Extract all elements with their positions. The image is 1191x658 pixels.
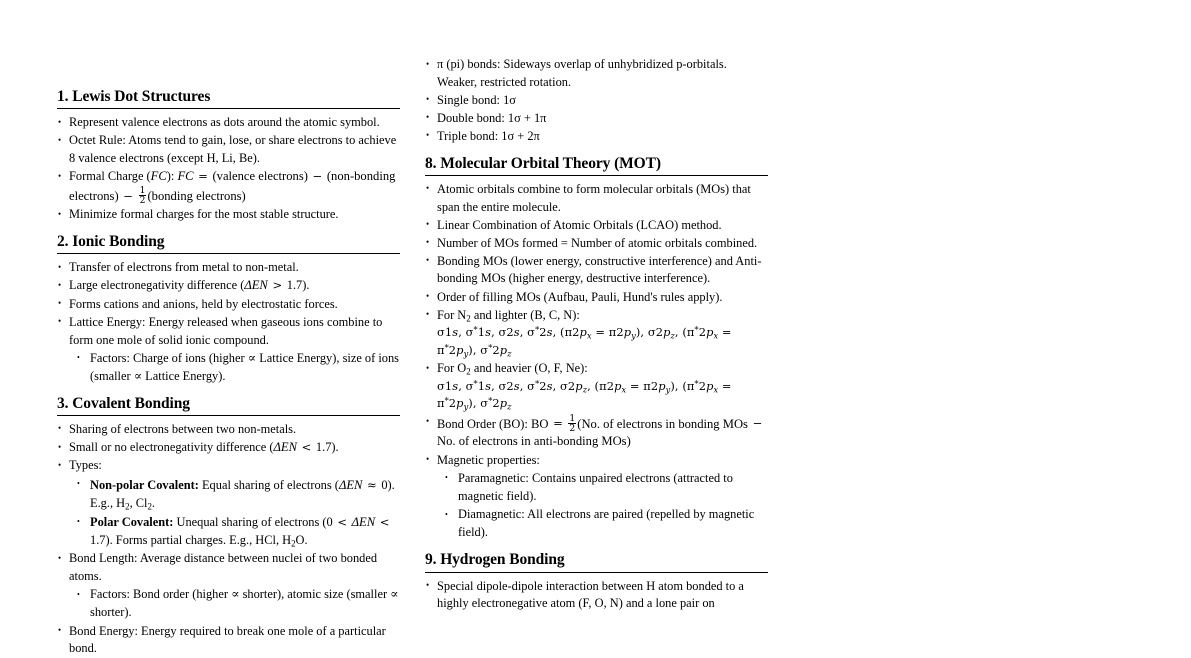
section-rule [425,175,768,176]
one-half-fraction: $\frac{1}{2}$ [139,185,146,207]
list-item: • Sharing of electrons between two non-metals. [57,421,400,439]
sub-list-item-paramagnetic: • Paramagnetic: Contains unpaired electrons (attracted to magnetic field). [444,470,768,506]
list-item: • Octet Rule: Atoms tend to gain, lose, or share electrons to achieve 8 valence electrons (except H, Li, Be). [57,132,400,167]
formal-charge-text: Formal Charge (FC): FC = (valence electrons) − (non-bonding electrons) − $\frac{1}{2}$ (bonding electrons) [69,169,396,207]
list-item-text: Magnetic properties: [437,452,540,467]
section-rule [425,572,768,573]
left-column [57,88,400,656]
section-lewis-dot-structures [57,88,400,224]
sub-list-item-nonpolar: • Non-polar Covalent: Equal sharing of electrons (ΔEN ≈ 0). E.g., $H_2$, $Cl_2$. [76,476,400,513]
list-item: • Bonding MOs (lower energy, constructive interference) and Anti-bonding MOs (higher energy, destructive interference). [425,253,768,288]
one-half-fraction: $\frac{1}{2}$ [569,412,576,434]
list-item-text: Bond Length: Average distance between nuclei of two bonded atoms. [69,551,378,584]
list-item-bond-order: • Bond Order (BO): BO = $\frac{1}{2}$ (No. of electrons in bonding MOs − No. of electrons in anti-bonding MOs) [425,414,768,452]
list-item: • Special dipole-dipole interaction between H atom bonded to a highly electronegative atom (F, O, N) and a lone pair on [425,578,768,613]
list-item: • π (pi) bonds: Sideways overlap of unhybridized p-orbitals. Weaker, restricted rotation. [425,56,768,91]
list-item: • Represent valence electrons as dots around the atomic symbol. [57,114,400,132]
list-item: • Number of MOs formed = Number of atomic orbitals combined. [425,235,768,253]
list-item-magnetic-properties [425,452,768,543]
bullet-list [57,421,400,658]
list-item-electronegativity: • Large electronegativity difference (ΔEN > 1.7). [57,277,400,295]
list-item: • Atomic orbitals combine to form molecular orbitals (MOs) that span the entire molecule. [425,181,768,216]
mo-order-formula-o2: σ1s, σ*1s, σ2s, σ*2s, $\sigma 2p_z$, $(\pi 2p_x = \pi 2p_y)$, $(\pi^*2p_x = \pi^*2p_y)$, $\sigma^*2p_z$ [437,378,732,412]
list-item: • Triple bond: 1σ + 2π [425,128,768,146]
list-item-formal-charge [57,168,400,206]
section-title: 3. Covalent Bonding [57,394,190,412]
list-item-text: Types: [69,458,102,473]
sub-bullet-list [69,586,400,622]
section-continued-bonds [425,56,768,146]
list-item-text: Lattice Energy: Energy released when gaseous ions combine to form one mole of solid ionic compound. [69,314,383,347]
two-column-body [57,57,768,656]
section-ionic-bonding [57,233,400,386]
sub-bullet-list [69,350,400,386]
list-item: • Order of filling MOs (Aufbau, Pauli, Hund's rules apply). [425,289,768,307]
bullet-list [57,259,400,385]
sub-bullet-list [437,470,768,542]
list-item-small-en: • Small or no electronegativity difference (ΔEN < 1.7). [57,439,400,457]
sub-bullet-list [69,476,400,550]
sub-item-bold-lead: Polar Covalent: [90,515,174,529]
bullet-list [425,56,768,146]
section-title: 1. Lewis Dot Structures [57,88,211,105]
sub-list-item: • Factors: Bond order (higher ∝ shorter), atomic size (smaller ∝ shorter). [76,586,400,622]
section-hydrogen-bonding [425,551,768,613]
list-item: • Double bond: 1σ + 1π [425,110,768,128]
list-item: • Minimize formal charges for the most stable structure. [57,206,400,224]
section-rule [57,108,400,109]
section-title: 8. Molecular Orbital Theory (MOT) [425,154,661,172]
list-item-mo-order-o2: • For $O_2$ and heavier (O, F, Ne): σ1s, σ*1s, σ2s, σ*2s, $\sigma 2p_z$, $(\pi 2p_x = \pi 2p_y)$, $(\pi^*2p_x = \pi^*2p_y)$, $\sigma^*2p_z$ [425,360,768,413]
bullet-list [425,578,768,613]
list-item: • Linear Combination of Atomic Orbitals (LCAO) method. [425,217,768,235]
sub-list-item-polar: • Polar Covalent: Unequal sharing of electrons (0 < ΔEN < 1.7). Forms partial charges. E.g., HCl, $H_2O$. [76,513,400,550]
list-item: • Transfer of electrons from metal to non-metal. [57,259,400,277]
bullet-list [425,181,768,542]
list-item-lattice-energy [57,314,400,386]
section-title: 2. Ionic Bonding [57,232,165,250]
list-item: • Forms cations and anions, held by electrostatic forces. [57,296,400,314]
list-item: • Bond Energy: Energy required to break one mole of a particular bond. [57,623,400,658]
section-title: 9. Hydrogen Bonding [425,551,565,569]
list-item-mo-order-n2: • For $N_2$ and lighter (B, C, N): σ1s, σ*1s, σ2s, σ*2s, $(\pi 2p_x = \pi 2p_y)$, $\sigma 2p_z$, $(\pi^*2p_x = \pi^*2p_y)$, $\sigma^*2p_z$ [425,307,768,360]
sub-item-bold-lead: Non-polar Covalent: [90,477,199,492]
sub-list-item: • Factors: Charge of ions (higher ∝ Lattice Energy), size of ions (smaller ∝ Lattice Energy). [76,350,400,386]
list-item-bond-length [57,550,400,622]
list-item-types [57,457,400,550]
right-column [425,56,768,626]
list-item: • Single bond: 1σ [425,92,768,110]
mo-order-formula-n2: σ1s, σ*1s, σ2s, σ*2s, $(\pi 2p_x = \pi 2p_y)$, $\sigma 2p_z$, $(\pi^*2p_x = \pi^*2p_y)$, $\sigma^*2p_z$ [437,324,732,359]
section-covalent-bonding [57,395,400,658]
section-rule [57,415,400,416]
section-rule [57,253,400,254]
bullet-list [57,114,400,224]
section-molecular-orbital-theory [425,155,768,543]
sub-list-item-diamagnetic: • Diamagnetic: All electrons are paired (repelled by magnetic field). [444,506,768,542]
